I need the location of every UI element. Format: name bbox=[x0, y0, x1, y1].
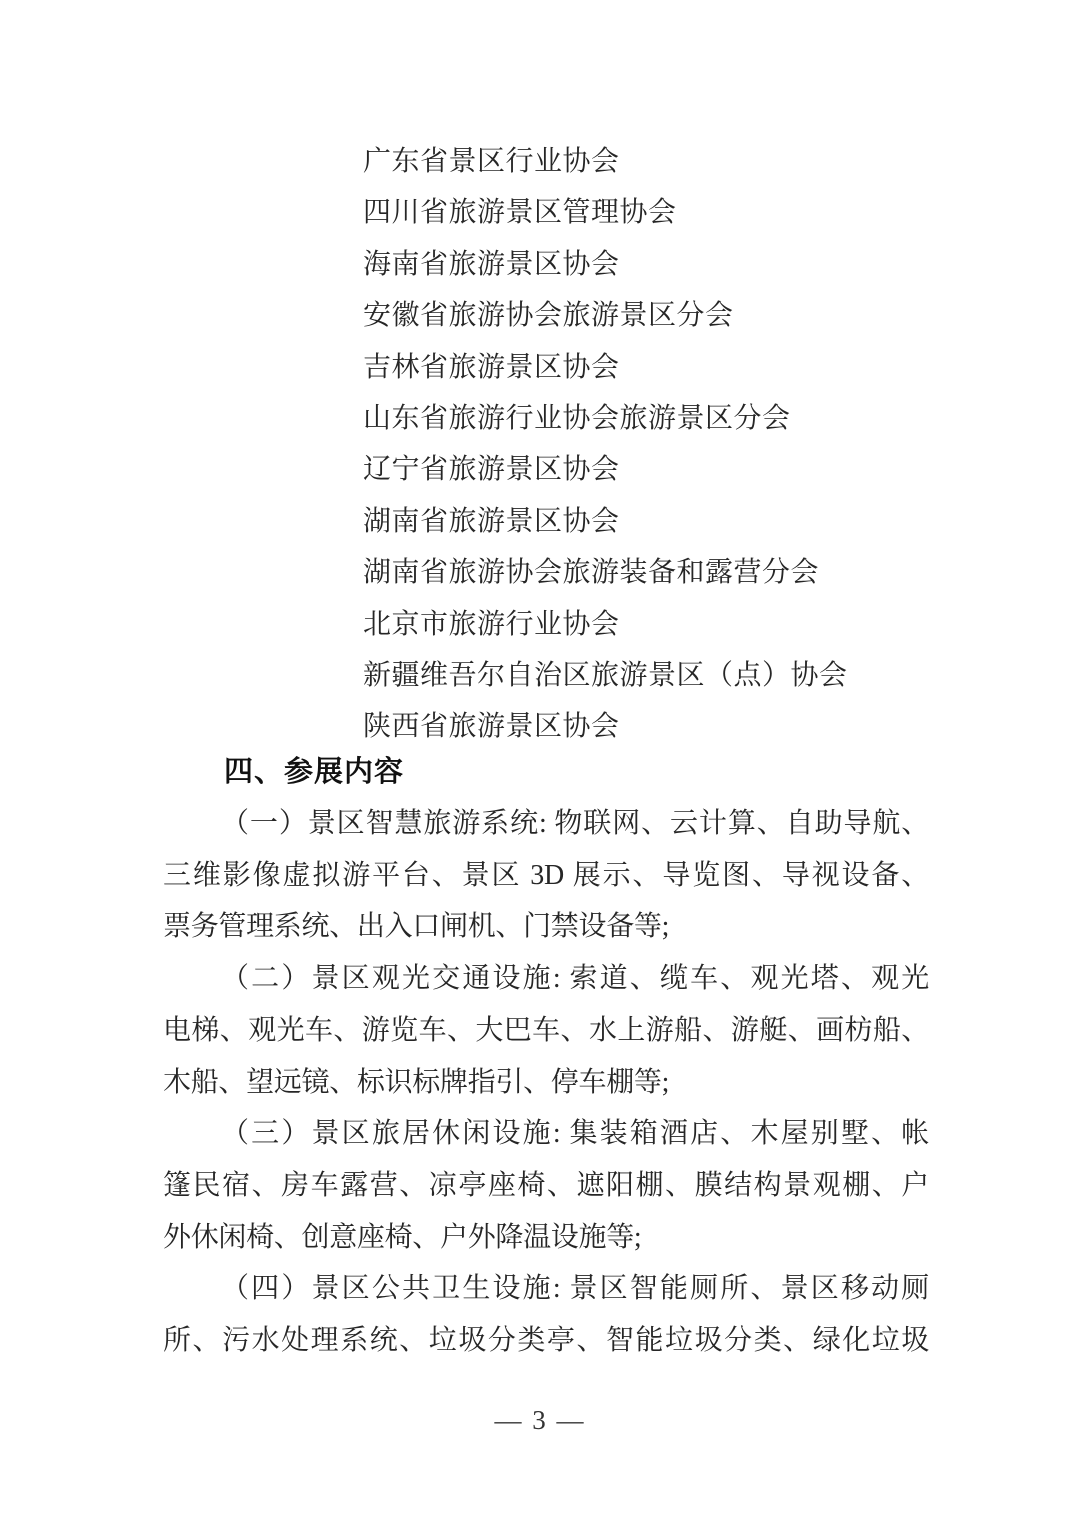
section-heading: 四、参展内容 bbox=[224, 756, 405, 788]
text-line: （二）景区观光交通设施: 索道、缆车、观光塔、观光 bbox=[221, 963, 929, 995]
text-line: 木船、望远镜、标识标牌指引、停车棚等; bbox=[163, 1066, 670, 1098]
page-number: — 3 — bbox=[494, 1405, 586, 1435]
association-name: 陕西省旅游景区协会 bbox=[363, 711, 620, 743]
association-name: 湖南省旅游协会旅游装备和露营分会 bbox=[363, 557, 820, 589]
association-name: 辽宁省旅游景区协会 bbox=[363, 454, 620, 486]
section-body bbox=[163, 798, 929, 1367]
text-line: 所、污水处理系统、垃圾分类亭、智能垃圾分类、绿化垃圾 bbox=[163, 1325, 929, 1357]
text-line: 票务管理系统、出入口闸机、门禁设备等; bbox=[163, 911, 670, 943]
association-name: 海南省旅游景区协会 bbox=[363, 248, 620, 280]
text-line: 电梯、观光车、游览车、大巴车、水上游船、游艇、画枋船、 bbox=[163, 1014, 929, 1046]
association-name: 安徽省旅游协会旅游景区分会 bbox=[363, 300, 734, 332]
text-line: 篷民宿、房车露营、凉亭座椅、遮阳棚、膜结构景观棚、户 bbox=[163, 1169, 929, 1201]
association-name: 北京市旅游行业协会 bbox=[363, 608, 620, 640]
text-line: （一）景区智慧旅游系统: 物联网、云计算、自助导航、 bbox=[221, 808, 929, 839]
association-name: 广东省景区行业协会 bbox=[363, 146, 620, 177]
text-line: 外休闲椅、创意座椅、户外降温设施等; bbox=[163, 1221, 642, 1253]
text-line: 三维影像虚拟游平台、景区 3D 展示、导览图、导视设备、 bbox=[163, 859, 929, 891]
association-name: 吉林省旅游景区协会 bbox=[363, 351, 620, 383]
association-name: 山东省旅游行业协会旅游景区分会 bbox=[363, 403, 791, 435]
text-line: （四）景区公共卫生设施: 景区智能厕所、景区移动厕 bbox=[221, 1273, 929, 1305]
text-line: （三）景区旅居休闲设施: 集装箱酒店、木屋别墅、帐 bbox=[221, 1118, 929, 1150]
association-name: 湖南省旅游景区协会 bbox=[363, 505, 620, 537]
association-name: 四川省旅游景区管理协会 bbox=[363, 197, 677, 229]
association-name: 新疆维吾尔自治区旅游景区（点）协会 bbox=[363, 660, 848, 692]
supporting-associations-list bbox=[363, 136, 848, 753]
